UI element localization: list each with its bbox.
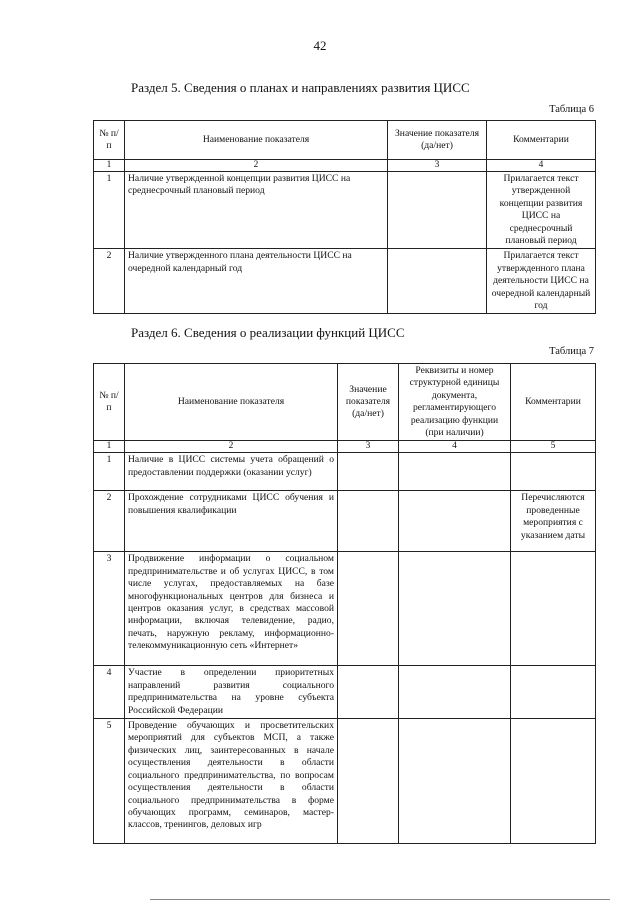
t7-header-num: № п/п — [94, 364, 125, 441]
indicator-value — [338, 719, 399, 844]
table-7-index-row — [94, 441, 596, 453]
t6-header-name: Наименование показателя — [125, 121, 388, 160]
row-number: 3 — [94, 552, 125, 666]
indicator-value — [338, 552, 399, 666]
t6-header-num: № п/п — [94, 121, 125, 160]
row-number: 2 — [94, 249, 125, 314]
t6-header-comment: Комментарии — [487, 121, 596, 160]
t7-index-cell: 3 — [338, 441, 399, 453]
table-row — [94, 491, 596, 552]
indicator-value — [338, 491, 399, 552]
indicator-requisites — [399, 552, 511, 666]
row-number: 1 — [94, 453, 125, 491]
indicator-comment — [511, 719, 596, 844]
t6-header-value: Значение показателя (да/нет) — [388, 121, 487, 160]
indicator-name: Наличие утвержденного плана деятельности ЦИСС на очередной календарный год — [125, 249, 388, 314]
t7-header-comment: Комментарии — [511, 364, 596, 441]
indicator-comment — [511, 552, 596, 666]
t7-header-requisites: Реквизиты и номер структурной единицы документа, регламентирующего реализацию функции (при наличии) — [399, 364, 511, 441]
indicator-comment: Прилагается текст утвержденной концепции развития ЦИСС на среднесрочный плановый период — [487, 172, 596, 249]
table-6-label: Таблица 6 — [549, 104, 594, 115]
table-7-header-row — [94, 364, 596, 441]
indicator-comment — [511, 453, 596, 491]
row-number: 1 — [94, 172, 125, 249]
row-number: 4 — [94, 666, 125, 719]
table-row — [94, 453, 596, 491]
row-number: 5 — [94, 719, 125, 844]
indicator-requisites — [399, 453, 511, 491]
table-row — [94, 666, 596, 719]
indicator-requisites — [399, 666, 511, 719]
t6-index-cell: 3 — [388, 160, 487, 172]
indicator-name: Наличие в ЦИСС системы учета обращений о предоставлении поддержки (оказании услуг) — [125, 453, 338, 491]
indicator-name: Прохождение сотрудниками ЦИСС обучения и повышения квалификации — [125, 491, 338, 552]
section-6-title: Раздел 6. Сведения о реализации функций ЦИСС — [131, 325, 405, 340]
t6-index-cell: 4 — [487, 160, 596, 172]
indicator-comment: Прилагается текст утвержденного плана деятельности ЦИСС на очередной календарный год — [487, 249, 596, 314]
indicator-value — [388, 172, 487, 249]
indicator-name: Проведение обучающих и просветительских мероприятий для субъектов МСП, а также физических лиц, заинтересованных в начале осуществления деятельности в области социального предпринимательства, по вопросам осуществления деятельности в области социального предпринимательства в форме обучающих программ, семинаров, мастер-классов, тренингов, деловых игр — [125, 719, 338, 844]
indicator-comment: Перечисляются проведенные мероприятия с указанием даты — [511, 491, 596, 552]
table-row — [94, 552, 596, 666]
t7-header-value: Значение показателя (да/нет) — [338, 364, 399, 441]
indicator-requisites — [399, 491, 511, 552]
indicator-value — [338, 666, 399, 719]
table-7-label: Таблица 7 — [549, 346, 594, 357]
table-row — [94, 172, 596, 249]
table-6-header-row — [94, 121, 596, 160]
t7-index-cell: 1 — [94, 441, 125, 453]
t7-index-cell: 2 — [125, 441, 338, 453]
table-6 — [93, 120, 596, 314]
indicator-name: Продвижение информации о социальном предпринимательстве и об услугах ЦИСС, в том числе услугах, предоставляемых на базе многофункциональных центров для бизнеса и центров оказания услуг, в средствах массовой информации, включая телевидение, радио, печать, наружную рекламу, информационно-телекоммуникационную сеть «Интернет» — [125, 552, 338, 666]
indicator-name: Участие в определении приоритетных направлений развития социального предпринимательства на уровне субъекта Российской Федерации — [125, 666, 338, 719]
indicator-comment — [511, 666, 596, 719]
t7-index-cell: 4 — [399, 441, 511, 453]
indicator-value — [388, 249, 487, 314]
table-row — [94, 719, 596, 844]
t7-header-name: Наименование показателя — [125, 364, 338, 441]
indicator-requisites — [399, 719, 511, 844]
table-6-index-row — [94, 160, 596, 172]
t6-index-cell: 1 — [94, 160, 125, 172]
page-number: 42 — [313, 38, 327, 53]
table-7 — [93, 363, 596, 844]
t7-index-cell: 5 — [511, 441, 596, 453]
indicator-name: Наличие утвержденной концепции развития ЦИСС на среднесрочный плановый период — [125, 172, 388, 249]
table-row — [94, 249, 596, 314]
t6-index-cell: 2 — [125, 160, 388, 172]
section-5-title: Раздел 5. Сведения о планах и направлениях развития ЦИСС — [131, 80, 470, 95]
bottom-divider — [150, 899, 610, 900]
row-number: 2 — [94, 491, 125, 552]
indicator-value — [338, 453, 399, 491]
